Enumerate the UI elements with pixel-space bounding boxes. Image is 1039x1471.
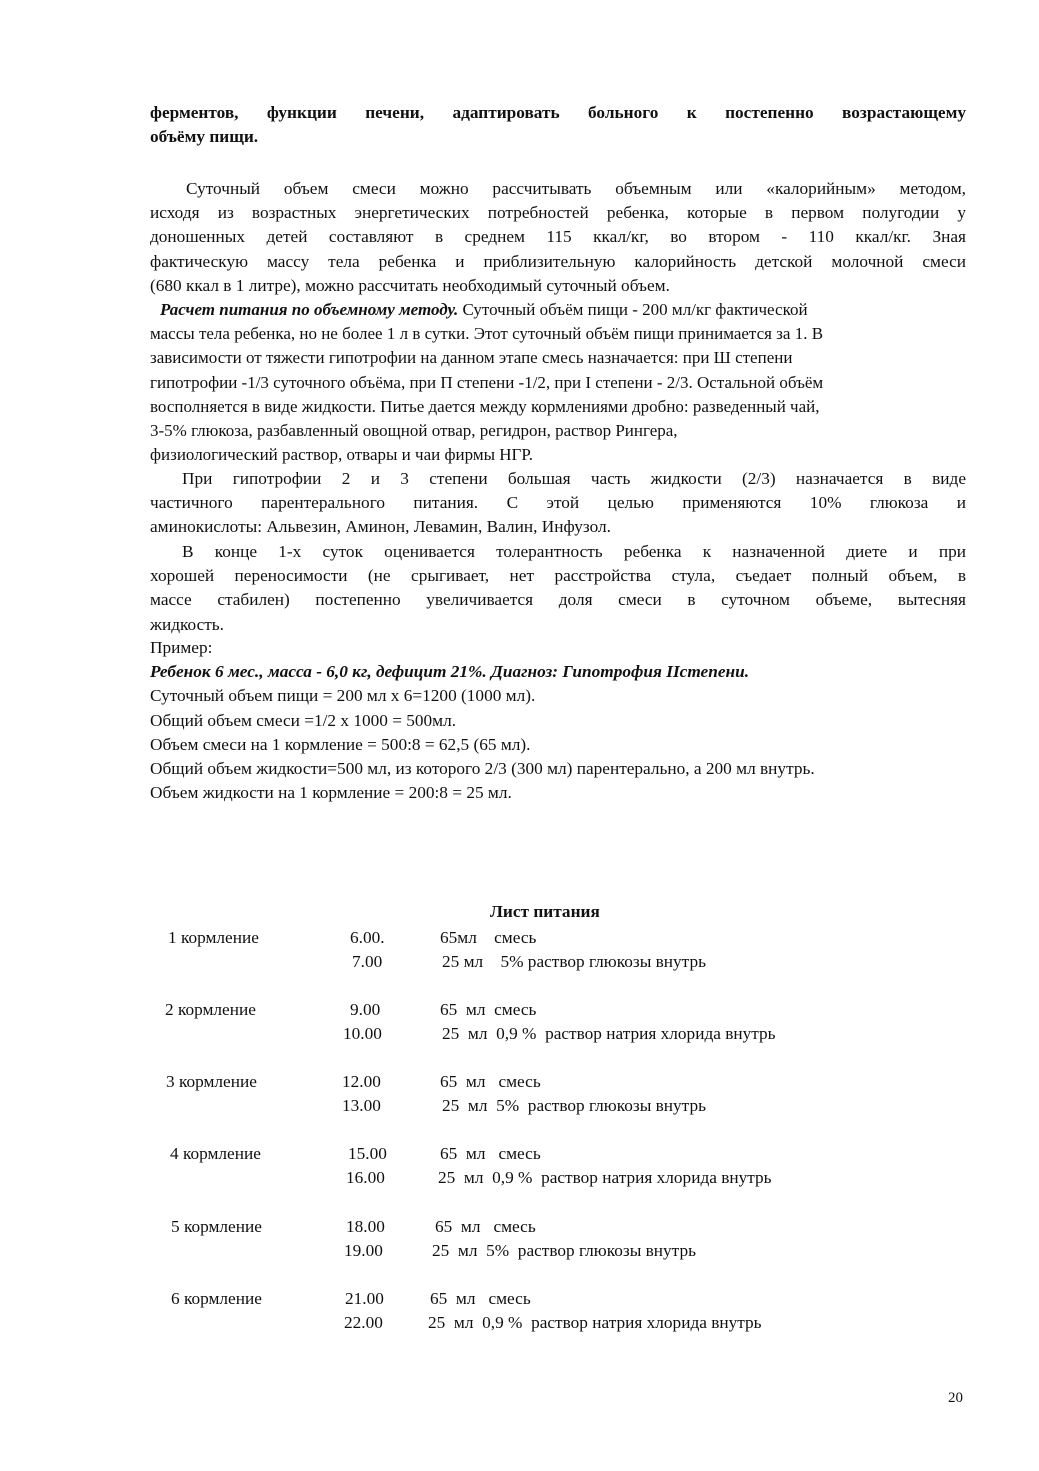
feeding-item: 65 мл смесь	[435, 1217, 536, 1236]
text-line: доношенных детей составляют в среднем 115 ккал/кг, во втором - 110 ккал/кг. Зная	[150, 227, 966, 247]
text-line: фактическую массу тела ребенка и приблизительную калорийность детской молочной смеси	[150, 251, 966, 271]
intro-block	[150, 101, 966, 149]
text-line: жидкость.	[150, 614, 224, 634]
paragraph-tolerance	[150, 540, 966, 637]
paragraph-volume-method	[150, 298, 966, 467]
feeding-time: 13.00	[342, 1096, 381, 1115]
text-line	[150, 298, 966, 322]
feeding-name: 3 кормление	[166, 1072, 257, 1091]
paragraph-parenteral	[150, 467, 966, 540]
feeding-time: 7.00	[352, 952, 383, 971]
method-heading: Расчет питания по объемному методу.	[160, 300, 459, 319]
feeding-name: 1 кормление	[168, 928, 259, 947]
feeding-time: 16.00	[346, 1168, 385, 1187]
example-label: Пример:	[150, 638, 213, 657]
intro-line-2: объёму пищи.	[150, 127, 259, 147]
feeding-time: 22.00	[344, 1313, 383, 1332]
feeding-time: 19.00	[344, 1241, 383, 1260]
text-line: (680 ккал в 1 литре), можно рассчитать необходимый суточный объем.	[150, 275, 670, 295]
calc-line: Суточный объем пищи = 200 мл х 6=1200 (1000 мл).	[150, 686, 536, 706]
feeding-time: 10.00	[343, 1024, 382, 1043]
feeding-item: 65 мл смесь	[440, 1000, 537, 1019]
text-line: хорошей переносимости (не срыгивает, нет расстройства стула, съедает полный объем, в	[150, 566, 966, 586]
feeding-name: 4 кормление	[170, 1144, 261, 1163]
text-line: зависимости от тяжести гипотрофии на данном этапе смесь назначается: при Ш степени	[150, 348, 793, 368]
feeding-item: 65мл смесь	[440, 928, 537, 947]
intro-line-1: ферментов, функции печени, адаптировать больного к постепенно возрастающему	[150, 103, 966, 122]
text-line: восполняется в виде жидкости. Питье дается между кормлениями дробно: разведенный чай,	[150, 396, 820, 416]
feeding-time: 12.00	[342, 1072, 381, 1091]
feeding-time: 21.00	[345, 1289, 384, 1308]
feeding-time: 18.00	[346, 1217, 385, 1236]
paragraph-daily-volume	[150, 177, 966, 298]
text-line: аминокислоты: Альвезин, Аминон, Левамин, Валин, Инфузол.	[150, 517, 611, 537]
text-line: массе стабилен) постепенно увеличивается доля смеси в суточном объеме, вытесняя	[150, 590, 966, 610]
feeding-item: 25 мл 0,9 % раствор натрия хлорида внутрь	[428, 1313, 762, 1332]
example-case: Ребенок 6 мес., масса - 6,0 кг, дефицит 21%. Диагноз: Гипотрофия IIстепени.	[150, 662, 750, 682]
feeding-item: 25 мл 0,9 % раствор натрия хлорида внутрь	[438, 1168, 772, 1187]
feeding-time: 6.00.	[350, 928, 385, 947]
text-line: исходя из возрастных энергетических потребностей ребенка, которые в первом полугодии у	[150, 203, 966, 223]
feeding-item: 65 мл смесь	[430, 1289, 531, 1308]
feeding-item: 65 мл смесь	[440, 1144, 541, 1163]
feeding-name: 5 кормление	[171, 1217, 262, 1236]
page-number: 20	[948, 1390, 963, 1406]
feeding-time: 9.00	[350, 1000, 381, 1019]
text-line: При гипотрофии 2 и 3 степени большая часть жидкости (2/3) назначается в виде	[182, 469, 966, 488]
text-line: Суточный объем смеси можно рассчитывать объемным или «калорийным» методом,	[186, 179, 966, 198]
feeding-item: 25 мл 5% раствор глюкозы внутрь	[432, 1241, 696, 1260]
example-block	[150, 636, 966, 805]
text-line: гипотрофии -1/3 суточного объёма, при П степени -1/2, при I степени - 2/3. Остальной объём	[150, 372, 824, 392]
feeding-item: 25 мл 0,9 % раствор натрия хлорида внутрь	[442, 1024, 776, 1043]
feeding-name: 2 кормление	[165, 1000, 256, 1019]
feeding-sheet-title: Лист питания	[490, 902, 600, 921]
text-line: физиологический раствор, отвары и чаи фирмы НГР.	[150, 445, 533, 465]
text-line: 3-5% глюкоза, разбавленный овощной отвар, регидрон, раствор Рингера,	[150, 421, 678, 441]
calc-line: Объем смеси на 1 кормление = 500:8 = 62,5 (65 мл).	[150, 734, 531, 754]
calc-line: Объем жидкости на 1 кормление = 200:8 = 25 мл.	[150, 783, 512, 803]
feeding-item: 25 мл 5% раствор глюкозы внутрь	[442, 1096, 706, 1115]
method-first-line: Суточный объём пищи - 200 мл/кг фактической	[458, 300, 808, 319]
feeding-item: 25 мл 5% раствор глюкозы внутрь	[442, 952, 706, 971]
feeding-time: 15.00	[348, 1144, 387, 1163]
text-line: массы тела ребенка, но не более 1 л в сутки. Этот суточный объём пищи принимается за 1. В	[150, 324, 824, 344]
text-line: В конце 1-х суток оценивается толерантность ребенка к назначенной диете и при	[182, 542, 966, 561]
calc-line: Общий объем смеси =1/2 х 1000 = 500мл.	[150, 710, 457, 730]
feeding-item: 65 мл смесь	[440, 1072, 541, 1091]
feeding-name: 6 кормление	[171, 1289, 262, 1308]
text-line: частичного парентерального питания. С этой целью применяются 10% глюкоза и	[150, 493, 966, 513]
calc-line: Общий объем жидкости=500 мл, из которого 2/3 (300 мл) парентерально, а 200 мл внутрь.	[150, 759, 815, 779]
